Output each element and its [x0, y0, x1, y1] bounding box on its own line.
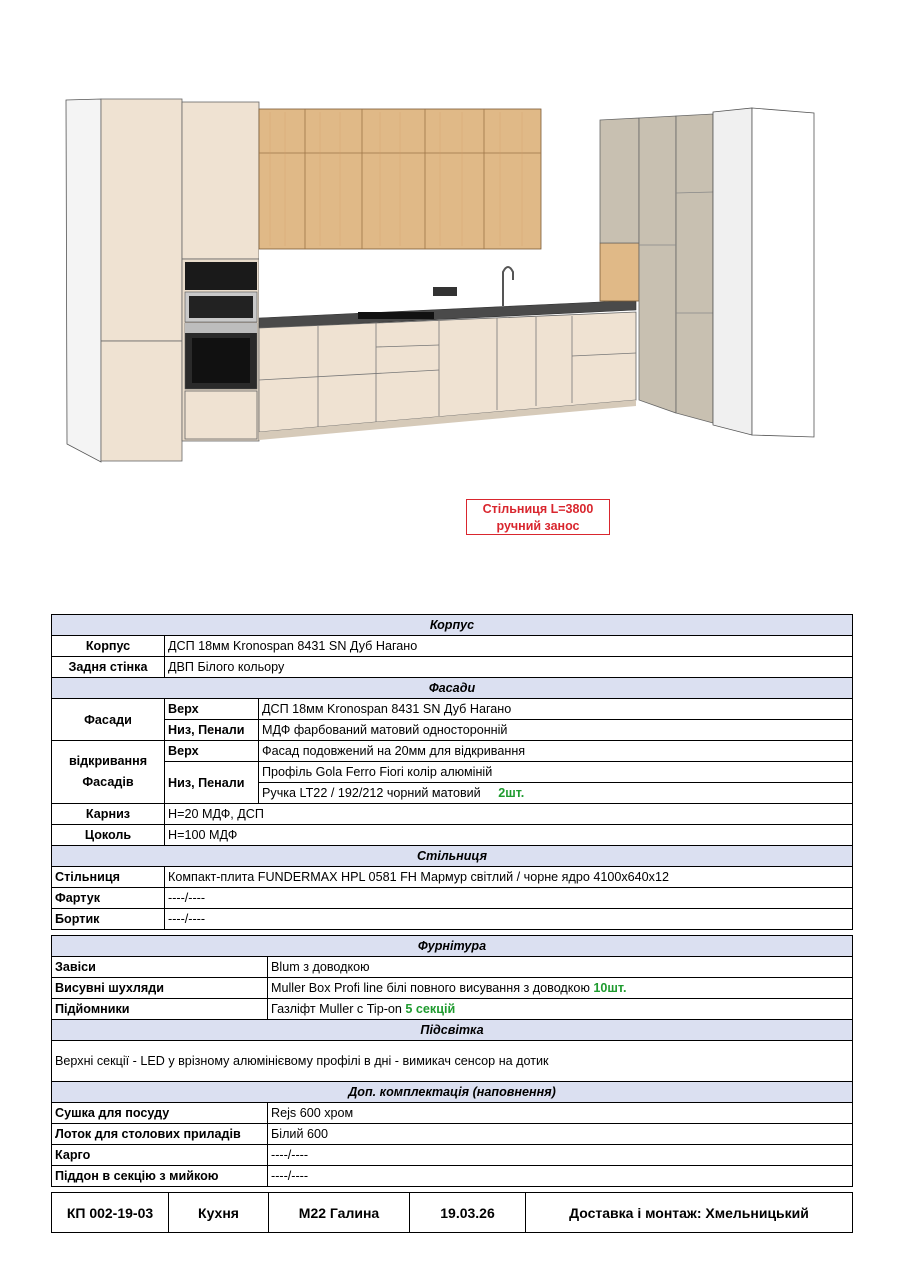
drawers-qty: 10шт. — [593, 981, 627, 995]
spec-table — [51, 614, 853, 930]
table-row — [52, 888, 853, 909]
section-korpus: Корпус — [52, 615, 853, 636]
table-row — [52, 909, 853, 930]
row-value: Білий 600 — [268, 1124, 853, 1145]
footer-table — [51, 1192, 853, 1233]
row-value: ДСП 18мм Kronospan 8431 SN Дуб Нагано — [165, 636, 853, 657]
row-value: Blum з доводкою — [268, 957, 853, 978]
table-row — [52, 720, 853, 741]
table-row — [52, 1145, 853, 1166]
row-value: ДСП 18мм Kronospan 8431 SN Дуб Нагано — [259, 699, 853, 720]
section-stilnytsia: Стільниця — [52, 846, 853, 867]
row-label: Сушка для посуду — [52, 1103, 268, 1124]
row-label: Цоколь — [52, 825, 165, 846]
row-sublabel: Верх — [165, 699, 259, 720]
row-label: Піддон в секцію з мийкою — [52, 1166, 268, 1187]
row-value: Н=20 МДФ, ДСП — [165, 804, 853, 825]
section-dop: Доп. комплектація (наповнення) — [52, 1082, 853, 1103]
table-row — [52, 636, 853, 657]
row-value: Фасад подовжений на 20мм для відкривання — [259, 741, 853, 762]
opening-label-line-2: Фасадів — [82, 775, 134, 789]
row-value: ДВП Білого кольору — [165, 657, 853, 678]
row-sublabel: Низ, Пенали — [165, 720, 259, 741]
row-sublabel: Низ, Пенали — [165, 762, 259, 804]
row-value — [268, 978, 853, 999]
row-value: ----/---- — [268, 1145, 853, 1166]
table-row — [52, 1103, 853, 1124]
row-value — [259, 783, 853, 804]
footer-date: 19.03.26 — [410, 1193, 526, 1233]
table-row — [52, 741, 853, 762]
table-row — [52, 762, 853, 783]
table-row — [52, 999, 853, 1020]
table-row — [52, 804, 853, 825]
row-value: ----/---- — [165, 888, 853, 909]
handle-value: Ручка LT22 / 192/212 чорний матовий — [262, 786, 481, 800]
row-label: Задня стінка — [52, 657, 165, 678]
footer-code: КП 002-19-03 — [52, 1193, 169, 1233]
row-value: ----/---- — [268, 1166, 853, 1187]
row-label: Корпус — [52, 636, 165, 657]
row-value: Н=100 МДФ — [165, 825, 853, 846]
row-label: Карго — [52, 1145, 268, 1166]
row-value: Профіль Gola Ferro Fiori колір алюміній — [259, 762, 853, 783]
spec-table-2 — [51, 935, 853, 1187]
row-value: ----/---- — [165, 909, 853, 930]
row-label: Лоток для столових приладів — [52, 1124, 268, 1145]
note-line-1: Стільниця L=3800 — [482, 502, 594, 516]
opening-label — [52, 741, 165, 804]
row-value: Компакт-плита FUNDERMAX HPL 0581 FH Мармур світлий / чорне ядро 4100х640х12 — [165, 867, 853, 888]
handle-qty: 2шт. — [498, 786, 525, 800]
row-value — [268, 999, 853, 1020]
drawers-value: Muller Box Profi line білі повного висування з доводкою — [271, 981, 590, 995]
lifts-qty: 5 секцій — [405, 1002, 456, 1016]
table-row — [52, 957, 853, 978]
kitchen-render — [50, 85, 840, 475]
row-value: Rejs 600 хром — [268, 1103, 853, 1124]
table-row — [52, 1041, 853, 1082]
section-fasady: Фасади — [52, 678, 853, 699]
row-value: МДФ фарбований матовий односторонній — [259, 720, 853, 741]
row-label: Бортик — [52, 909, 165, 930]
table-row — [52, 657, 853, 678]
row-label: Фасади — [52, 699, 165, 741]
table-row — [52, 825, 853, 846]
row-label: Підйомники — [52, 999, 268, 1020]
table-row — [52, 1124, 853, 1145]
worktop-note — [466, 499, 610, 535]
row-label: Завіси — [52, 957, 268, 978]
section-pidsvitka: Підсвітка — [52, 1020, 853, 1041]
row-label: Висувні шухляди — [52, 978, 268, 999]
row-label: Карниз — [52, 804, 165, 825]
section-furnitura: Фурнітура — [52, 936, 853, 957]
table-row — [52, 867, 853, 888]
lifts-value: Газліфт Muller с Tip-on — [271, 1002, 402, 1016]
footer-delivery: Доставка і монтаж: Хмельницький — [526, 1193, 853, 1233]
opening-label-line-1: відкривання — [68, 754, 148, 768]
row-sublabel: Верх — [165, 741, 259, 762]
table-row — [52, 978, 853, 999]
lighting-value: Верхні секції - LED у врізному алюмінієвому профілі в дні - вимикач сенсор на дотик — [52, 1041, 853, 1082]
footer-room: Кухня — [169, 1193, 269, 1233]
footer-client: М22 Галина — [269, 1193, 410, 1233]
row-label: Фартук — [52, 888, 165, 909]
row-label: Стільниця — [52, 867, 165, 888]
table-row — [52, 699, 853, 720]
note-line-2: ручний занос — [496, 519, 580, 533]
table-row — [52, 1166, 853, 1187]
